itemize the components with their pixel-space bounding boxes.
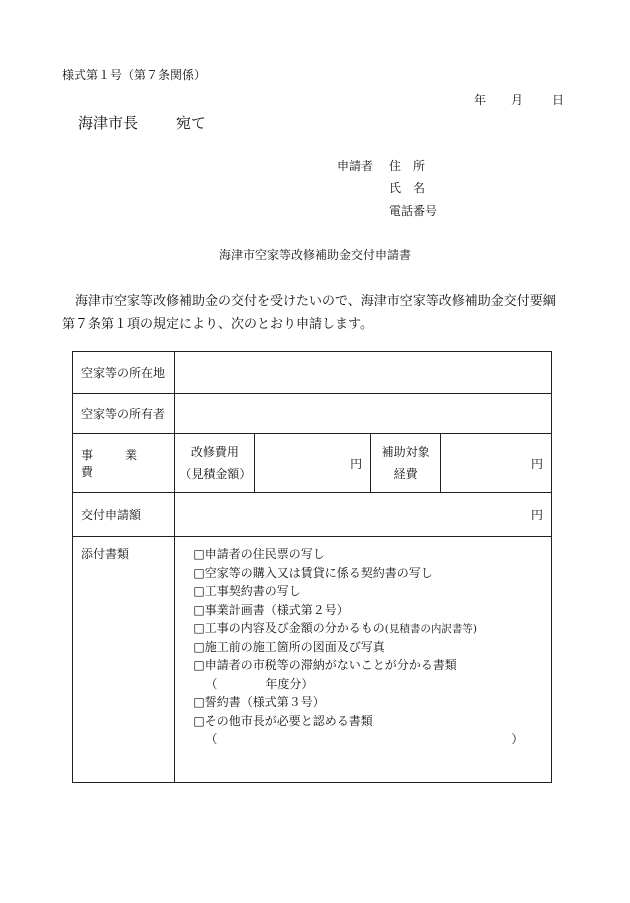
- attachments-row: [73, 537, 552, 783]
- attachment-checkbox[interactable]: □施工前の施工箇所の図面及び写真: [193, 639, 385, 654]
- body-line-2: 第７条第１項の規定により、次のとおり申請します。: [62, 317, 373, 332]
- form-number: 様式第１号（第７条関係）: [62, 68, 207, 82]
- eligible-cost-input[interactable]: [441, 434, 552, 493]
- eligible-cost-label-2: 経費: [393, 467, 418, 481]
- tax-year-field[interactable]: [193, 675, 551, 694]
- grant-request-yen: 円: [530, 508, 543, 522]
- eligible-cost-yen: 円: [530, 456, 543, 471]
- other-documents-field[interactable]: [193, 730, 551, 749]
- date-line: [474, 91, 564, 108]
- body-text: [62, 290, 572, 336]
- addressee: [78, 112, 206, 133]
- attachment-checkbox[interactable]: □空家等の購入又は賃貸に係る契約書の写し: [193, 565, 433, 580]
- renovation-cost-label-2: （見積金額）: [179, 467, 252, 481]
- application-table: [72, 351, 552, 783]
- attachment-checkbox[interactable]: [193, 619, 551, 638]
- grant-request-label: 交付申請額: [73, 493, 175, 537]
- addressee-suffix: 宛て: [176, 114, 207, 132]
- renovation-cost-yen: 円: [350, 456, 363, 471]
- attachment-checkbox[interactable]: □申請者の住民票の写し: [193, 547, 325, 561]
- renovation-cost-label-1: 改修費用: [190, 445, 239, 459]
- applicant-name-label: 氏 名: [389, 181, 426, 195]
- attachment-checkbox[interactable]: □申請者の市税等の滞納がないことが分かる書類: [193, 658, 457, 672]
- attachment-checkbox[interactable]: □事業計画書（様式第２号）: [193, 602, 349, 617]
- body-line-1: 海津市空家等改修補助金の交付を受けたいので、海津市空家等改修補助金交付要綱: [75, 294, 556, 309]
- project-cost-row: [73, 434, 552, 493]
- attachment-note: (見積書の内訳書等): [384, 623, 477, 635]
- owner-row: [73, 394, 552, 434]
- applicant-phone-label: 電話番号: [389, 204, 438, 218]
- grant-request-row: [73, 493, 552, 537]
- tax-year-text: 年度分）: [265, 676, 314, 691]
- location-row: [73, 352, 552, 394]
- location-label: 空家等の所在地: [73, 352, 175, 394]
- renovation-cost-input[interactable]: [255, 434, 371, 493]
- attachments-list: [175, 537, 551, 769]
- attachment-text: □工事の内容及び金額の分かるもの: [193, 621, 385, 635]
- location-input[interactable]: [175, 352, 552, 394]
- document-title: 海津市空家等改修補助金交付申請書: [218, 248, 411, 262]
- renovation-cost-label: [175, 434, 255, 493]
- grant-request-input[interactable]: [175, 493, 552, 537]
- tax-year-open: （: [205, 676, 218, 691]
- owner-input[interactable]: [175, 394, 552, 434]
- eligible-cost-label-1: 補助対象: [381, 445, 430, 459]
- attachment-checkbox[interactable]: □誓約書（様式第３号）: [193, 695, 325, 709]
- owner-label: 空家等の所有者: [73, 394, 175, 434]
- date-day: 日: [552, 93, 565, 107]
- attachment-checkbox[interactable]: □工事契約書の写し: [193, 584, 301, 598]
- attachment-checkbox[interactable]: □その他市長が必要と認める書類: [193, 713, 373, 728]
- eligible-cost-label: [371, 434, 441, 493]
- other-open: （: [205, 732, 218, 746]
- attachments-label: 添付書類: [73, 537, 175, 783]
- date-year: 年: [474, 93, 487, 107]
- applicant-label: 申請者: [337, 159, 374, 173]
- applicant-address-label: 住 所: [389, 159, 426, 173]
- attachments-cell: [175, 537, 552, 783]
- project-cost-label: 事 業 費: [73, 434, 175, 493]
- date-month: 月: [511, 93, 524, 107]
- addressee-name: 海津市長: [78, 114, 139, 132]
- other-close: ）: [511, 732, 524, 746]
